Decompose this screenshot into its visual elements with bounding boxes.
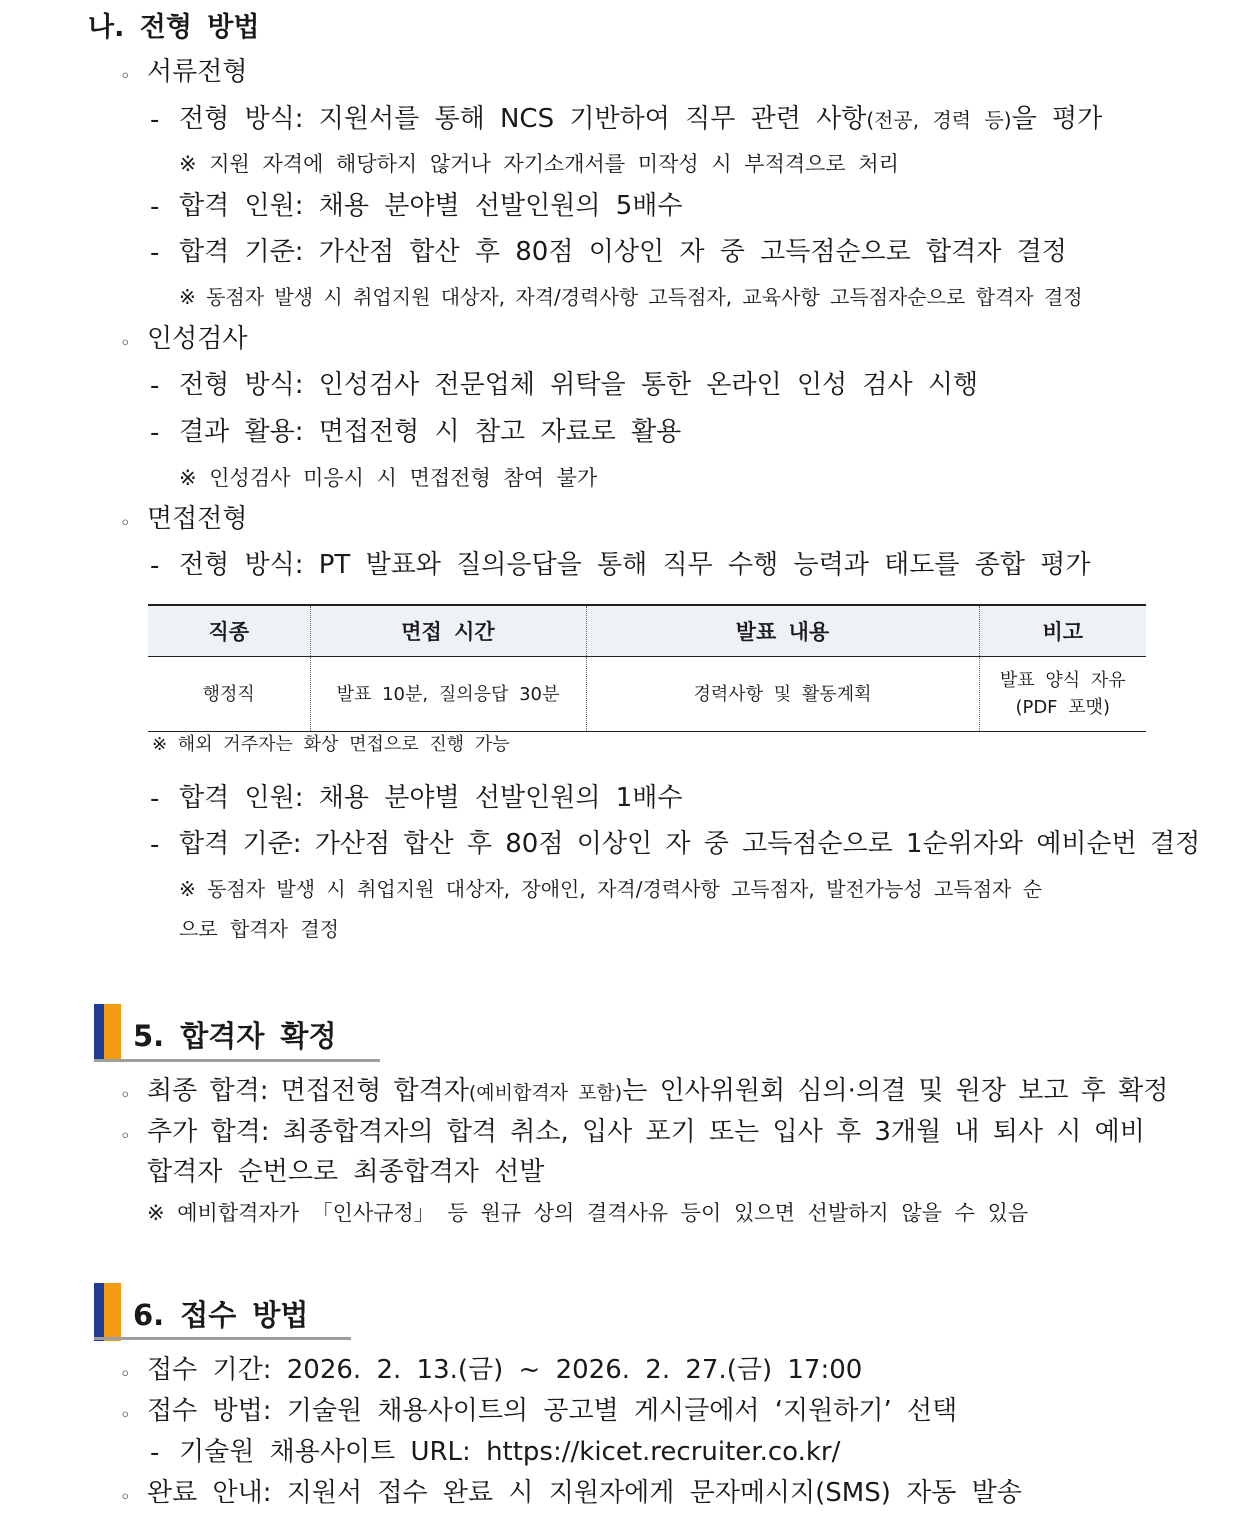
dash: -: [150, 371, 160, 401]
document-screening-note: ※ 지원 자격에 해당하지 않거나 자기소개서를 미작성 시 부적격으로 처리: [179, 152, 899, 176]
section-underline: [94, 1337, 351, 1340]
table-cell-content: 경력사항 및 활동계획: [586, 657, 979, 732]
personality-test-method: 전형 방식: 인성검사 전문업체 위탁을 통한 온라인 인성 검사 시행: [179, 370, 979, 400]
table-header: 발표 내용: [586, 605, 979, 657]
dash: -: [150, 238, 160, 268]
application-method: 접수 방법: 기술원 채용사이트의 공고별 게시글에서 ‘지원하기’ 선택: [147, 1396, 958, 1426]
personality-test-note: ※ 인성검사 미응시 시 면접전형 참여 불가: [179, 466, 598, 490]
dash: -: [150, 418, 160, 448]
document-criteria-note: ※ 동점자 발생 시 취업지원 대상자, 자격/경력사항 고득점자, 교육사항 고득점자순으로 합격자 결정: [179, 285, 1083, 309]
document-pass-criteria: 합격 기준: 가산점 합산 후 80점 이상인 자 중 고득점순으로 합격자 결정: [179, 237, 1067, 267]
bullet: ◦: [120, 1085, 131, 1106]
additional-pass-cont: 합격자 순번으로 최종합격자 선발: [147, 1157, 545, 1187]
dash: -: [150, 830, 160, 860]
interview-pass-count: 합격 인원: 채용 분야별 선발인원의 1배수: [179, 783, 683, 813]
bullet: ◦: [120, 1364, 131, 1385]
table-header: 직종: [148, 605, 310, 657]
bullet: ◦: [120, 1487, 131, 1508]
additional-pass: 추가 합격: 최종합격자의 합격 취소, 입사 포기 또는 입사 후 3개월 내 퇴사 시 예비: [147, 1117, 1145, 1147]
section5-title: 5. 합격자 확정: [133, 1019, 337, 1053]
interview-title: 면접전형: [147, 504, 248, 534]
personality-test-usage: 결과 활용: 면접전형 시 참고 자료로 활용: [179, 417, 682, 447]
bullet: ◦: [120, 333, 131, 354]
dash: -: [150, 551, 160, 581]
interview-method: 전형 방식: PT 발표와 질의응답을 통해 직무 수행 능력과 태도를 종합 평가: [179, 550, 1091, 580]
dash: -: [150, 105, 160, 135]
document-screening-title: 서류전형: [147, 57, 248, 87]
section-marker-blue: [94, 1283, 104, 1341]
section6-title: 6. 접수 방법: [133, 1298, 309, 1332]
bullet: ◦: [120, 513, 131, 534]
table-row: [148, 657, 1146, 732]
dash: -: [150, 784, 160, 814]
table-cell-time: 발표 10분, 질의응답 30분: [310, 657, 586, 732]
interview-table: [148, 604, 1146, 732]
table-header: 면접 시간: [310, 605, 586, 657]
table-header-row: [148, 605, 1146, 657]
table-note: ※ 해외 거주자는 화상 면접으로 진행 가능: [152, 734, 510, 755]
interview-criteria-note-cont: 으로 합격자 결정: [179, 917, 339, 941]
bullet: ◦: [120, 1405, 131, 1426]
table-cell-job: 행정직: [148, 657, 310, 732]
table-header: 비고: [979, 605, 1146, 657]
dash: -: [150, 192, 160, 222]
section-underline: [94, 1059, 380, 1062]
table-cell-remark: 발표 양식 자유 (PDF 포맷): [979, 657, 1146, 732]
bullet: ◦: [120, 66, 131, 87]
section-marker-orange: [104, 1283, 121, 1341]
completion-notice: 완료 안내: 지원서 접수 완료 시 지원자에게 문자메시지(SMS) 자동 발송: [147, 1478, 1022, 1508]
application-period: 접수 기간: 2026. 2. 13.(금) ~ 2026. 2. 27.(금) 17:00: [147, 1355, 863, 1385]
final-pass: 최종 합격: 면접전형 합격자(예비합격자 포함)는 인사위원회 심의·의결 및 원장 보고 후 확정: [147, 1076, 1169, 1106]
interview-pass-criteria: 합격 기준: 가산점 합산 후 80점 이상인 자 중 고득점순으로 1순위자와 예비순번 결정: [179, 829, 1201, 859]
document-pass-count: 합격 인원: 채용 분야별 선발인원의 5배수: [179, 191, 683, 221]
section-marker-blue: [94, 1004, 104, 1062]
personality-test-title: 인성검사: [147, 324, 248, 354]
section5-note: ※ 예비합격자가 「인사규정」 등 원규 상의 결격사유 등이 있으면 선발하지 않을 수 있음: [147, 1201, 1029, 1225]
dash: -: [150, 1438, 160, 1468]
section-marker-orange: [104, 1004, 121, 1062]
recruit-site-url[interactable]: 기술원 채용사이트 URL: https://kicet.recruiter.co.kr/: [179, 1437, 841, 1467]
interview-criteria-note: ※ 동점자 발생 시 취업지원 대상자, 장애인, 자격/경력사항 고득점자, 발전가능성 고득점자 순: [179, 877, 1043, 901]
section-heading: 나. 전형 방법: [88, 12, 260, 43]
document-screening-method: 전형 방식: 지원서를 통해 NCS 기반하여 직무 관련 사항(전공, 경력 등)을 평가: [179, 104, 1103, 134]
bullet: ◦: [120, 1126, 131, 1147]
